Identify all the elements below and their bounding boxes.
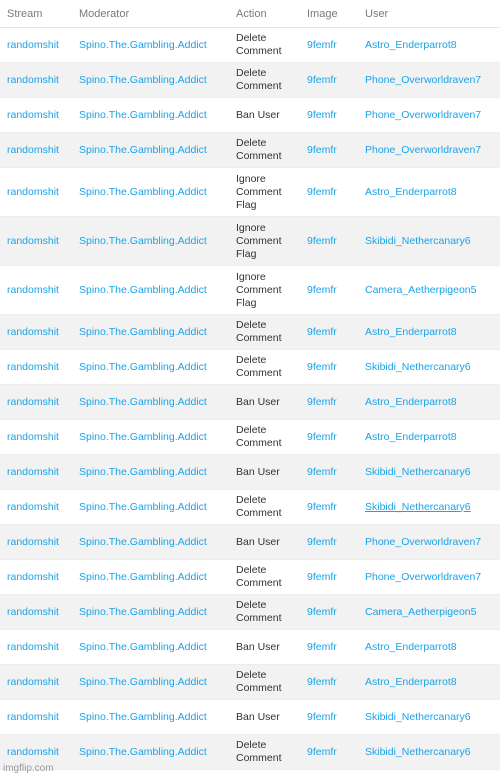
cell-stream — [0, 133, 72, 168]
cell-action — [229, 595, 300, 630]
user-link[interactable]: Astro_Enderparrot8 — [365, 325, 457, 338]
user-link[interactable]: Astro_Enderparrot8 — [365, 185, 457, 198]
cell-stream — [0, 385, 72, 420]
user-link[interactable]: Skibidi_Nethercanary6 — [365, 465, 471, 478]
image-link[interactable]: 9femfr — [307, 570, 337, 583]
action-text: Delete Comment — [236, 424, 282, 449]
cell-user — [358, 490, 500, 525]
cell-moderator — [72, 490, 229, 525]
cell-image — [300, 700, 358, 735]
moderator-link[interactable]: Spino.The.Gambling.Addict — [79, 710, 207, 723]
cell-user — [358, 28, 500, 63]
stream-link[interactable]: randomshit — [7, 570, 59, 583]
table-row — [0, 700, 500, 735]
table-row — [0, 525, 500, 560]
column-header-image: Image — [300, 0, 358, 28]
cell-image — [300, 560, 358, 595]
image-link[interactable]: 9femfr — [307, 360, 337, 373]
cell-image — [300, 217, 358, 266]
moderator-link[interactable]: Spino.The.Gambling.Addict — [79, 605, 207, 618]
action-text: Delete Comment — [236, 739, 282, 764]
cell-moderator — [72, 595, 229, 630]
column-header-user: User — [358, 0, 500, 28]
cell-action — [229, 420, 300, 455]
user-link[interactable]: Skibidi_Nethercanary6 — [365, 500, 471, 513]
cell-image — [300, 630, 358, 665]
cell-user — [358, 700, 500, 735]
moderator-link[interactable]: Spino.The.Gambling.Addict — [79, 234, 207, 247]
image-link[interactable]: 9femfr — [307, 465, 337, 478]
user-link[interactable]: Phone_Overworldraven7 — [365, 73, 482, 86]
moderator-link[interactable]: Spino.The.Gambling.Addict — [79, 360, 207, 373]
action-text: Delete Comment — [236, 67, 282, 92]
table-row — [0, 420, 500, 455]
cell-stream — [0, 595, 72, 630]
action-text: Ignore Comment Flag — [236, 172, 282, 211]
action-text: Ban User — [236, 465, 280, 478]
column-header-stream: Stream — [0, 0, 72, 28]
cell-action — [229, 665, 300, 700]
stream-link[interactable]: randomshit — [7, 234, 59, 247]
table-row — [0, 98, 500, 133]
table-row — [0, 665, 500, 700]
image-link[interactable]: 9femfr — [307, 38, 337, 51]
table-row — [0, 217, 500, 266]
image-link[interactable]: 9femfr — [307, 605, 337, 618]
cell-user — [358, 420, 500, 455]
stream-link[interactable]: randomshit — [7, 108, 59, 121]
moderator-link[interactable]: Spino.The.Gambling.Addict — [79, 325, 207, 338]
cell-stream — [0, 490, 72, 525]
cell-user — [358, 98, 500, 133]
user-link[interactable]: Camera_Aetherpigeon5 — [365, 605, 477, 618]
cell-stream — [0, 98, 72, 133]
cell-stream — [0, 630, 72, 665]
cell-image — [300, 98, 358, 133]
user-link[interactable]: Camera_Aetherpigeon5 — [365, 283, 477, 296]
table-row — [0, 630, 500, 665]
image-link[interactable]: 9femfr — [307, 500, 337, 513]
moderator-link[interactable]: Spino.The.Gambling.Addict — [79, 745, 207, 758]
user-link[interactable]: Phone_Overworldraven7 — [365, 535, 482, 548]
table-row — [0, 735, 500, 770]
cell-user — [358, 560, 500, 595]
table-row — [0, 455, 500, 490]
cell-action — [229, 525, 300, 560]
user-link[interactable]: Phone_Overworldraven7 — [365, 108, 482, 121]
cell-stream — [0, 63, 72, 98]
user-link[interactable]: Skibidi_Nethercanary6 — [365, 745, 471, 758]
moderator-link[interactable]: Spino.The.Gambling.Addict — [79, 143, 207, 156]
image-link[interactable]: 9femfr — [307, 325, 337, 338]
cell-image — [300, 385, 358, 420]
cell-image — [300, 490, 358, 525]
action-text: Ignore Comment Flag — [236, 270, 282, 309]
cell-action — [229, 168, 300, 217]
cell-stream — [0, 28, 72, 63]
cell-user — [358, 525, 500, 560]
cell-action — [229, 63, 300, 98]
cell-user — [358, 63, 500, 98]
cell-image — [300, 168, 358, 217]
image-link[interactable]: 9femfr — [307, 430, 337, 443]
moderator-link[interactable]: Spino.The.Gambling.Addict — [79, 38, 207, 51]
column-header-action: Action — [229, 0, 300, 28]
image-link[interactable]: 9femfr — [307, 675, 337, 688]
stream-link[interactable]: randomshit — [7, 535, 59, 548]
image-link[interactable]: 9femfr — [307, 640, 337, 653]
user-link[interactable]: Astro_Enderparrot8 — [365, 675, 457, 688]
cell-moderator — [72, 63, 229, 98]
user-link[interactable]: Phone_Overworldraven7 — [365, 143, 482, 156]
image-link[interactable]: 9femfr — [307, 395, 337, 408]
cell-user — [358, 385, 500, 420]
stream-link[interactable]: randomshit — [7, 710, 59, 723]
cell-moderator — [72, 665, 229, 700]
user-link[interactable]: Astro_Enderparrot8 — [365, 640, 457, 653]
cell-action — [229, 490, 300, 525]
cell-action — [229, 315, 300, 350]
moderator-link[interactable]: Spino.The.Gambling.Addict — [79, 640, 207, 653]
stream-link[interactable]: randomshit — [7, 73, 59, 86]
cell-stream — [0, 350, 72, 385]
cell-action — [229, 217, 300, 266]
image-link[interactable]: 9femfr — [307, 283, 337, 296]
stream-link[interactable]: randomshit — [7, 395, 59, 408]
table-row — [0, 266, 500, 315]
user-link[interactable]: Astro_Enderparrot8 — [365, 395, 457, 408]
cell-user — [358, 455, 500, 490]
stream-link[interactable]: randomshit — [7, 640, 59, 653]
user-link[interactable]: Astro_Enderparrot8 — [365, 430, 457, 443]
cell-moderator — [72, 98, 229, 133]
table-header — [0, 0, 500, 28]
cell-action — [229, 630, 300, 665]
table-row — [0, 560, 500, 595]
moderator-link[interactable]: Spino.The.Gambling.Addict — [79, 535, 207, 548]
cell-user — [358, 133, 500, 168]
cell-user — [358, 350, 500, 385]
cell-action — [229, 98, 300, 133]
cell-image — [300, 350, 358, 385]
cell-action — [229, 385, 300, 420]
moderator-link[interactable]: Spino.The.Gambling.Addict — [79, 465, 207, 478]
cell-stream — [0, 700, 72, 735]
cell-user — [358, 315, 500, 350]
cell-user — [358, 735, 500, 770]
stream-link[interactable]: randomshit — [7, 745, 59, 758]
table-row — [0, 168, 500, 217]
moderator-link[interactable]: Spino.The.Gambling.Addict — [79, 283, 207, 296]
action-text: Delete Comment — [236, 564, 282, 589]
table-body — [0, 28, 500, 770]
cell-moderator — [72, 168, 229, 217]
action-text: Ignore Comment Flag — [236, 221, 282, 260]
cell-image — [300, 525, 358, 560]
table-row — [0, 385, 500, 420]
cell-moderator — [72, 350, 229, 385]
moderator-link[interactable]: Spino.The.Gambling.Addict — [79, 108, 207, 121]
cell-stream — [0, 168, 72, 217]
user-link[interactable]: Astro_Enderparrot8 — [365, 38, 457, 51]
cell-image — [300, 63, 358, 98]
cell-action — [229, 560, 300, 595]
moderator-link[interactable]: Spino.The.Gambling.Addict — [79, 570, 207, 583]
cell-action — [229, 700, 300, 735]
cell-stream — [0, 266, 72, 315]
cell-image — [300, 455, 358, 490]
cell-image — [300, 315, 358, 350]
image-link[interactable]: 9femfr — [307, 73, 337, 86]
cell-moderator — [72, 315, 229, 350]
stream-link[interactable]: randomshit — [7, 143, 59, 156]
cell-image — [300, 420, 358, 455]
action-text: Ban User — [236, 535, 280, 548]
moderator-link[interactable]: Spino.The.Gambling.Addict — [79, 500, 207, 513]
cell-user — [358, 630, 500, 665]
action-text: Delete Comment — [236, 137, 282, 162]
stream-link[interactable]: randomshit — [7, 465, 59, 478]
moderator-link[interactable]: Spino.The.Gambling.Addict — [79, 675, 207, 688]
cell-action — [229, 133, 300, 168]
stream-link[interactable]: randomshit — [7, 283, 59, 296]
cell-stream — [0, 525, 72, 560]
cell-user — [358, 168, 500, 217]
table-row — [0, 315, 500, 350]
moderator-link[interactable]: Spino.The.Gambling.Addict — [79, 395, 207, 408]
cell-action — [229, 455, 300, 490]
table-row — [0, 490, 500, 525]
cell-image — [300, 133, 358, 168]
stream-link[interactable]: randomshit — [7, 360, 59, 373]
stream-link[interactable]: randomshit — [7, 38, 59, 51]
cell-moderator — [72, 133, 229, 168]
cell-image — [300, 266, 358, 315]
image-link[interactable]: 9femfr — [307, 108, 337, 121]
cell-moderator — [72, 420, 229, 455]
image-link[interactable]: 9femfr — [307, 143, 337, 156]
cell-stream — [0, 420, 72, 455]
moderator-link[interactable]: Spino.The.Gambling.Addict — [79, 430, 207, 443]
cell-image — [300, 735, 358, 770]
cell-moderator — [72, 385, 229, 420]
cell-stream — [0, 217, 72, 266]
cell-user — [358, 217, 500, 266]
cell-moderator — [72, 266, 229, 315]
action-text: Delete Comment — [236, 494, 282, 519]
image-link[interactable]: 9femfr — [307, 185, 337, 198]
cell-stream — [0, 315, 72, 350]
table-row — [0, 350, 500, 385]
table-row — [0, 595, 500, 630]
stream-link[interactable]: randomshit — [7, 430, 59, 443]
cell-action — [229, 266, 300, 315]
cell-action — [229, 350, 300, 385]
user-link[interactable]: Skibidi_Nethercanary6 — [365, 234, 471, 247]
cell-image — [300, 665, 358, 700]
cell-stream — [0, 560, 72, 595]
image-link[interactable]: 9femfr — [307, 234, 337, 247]
cell-moderator — [72, 630, 229, 665]
action-text: Ban User — [236, 710, 280, 723]
cell-moderator — [72, 560, 229, 595]
action-text: Ban User — [236, 640, 280, 653]
cell-stream — [0, 455, 72, 490]
table-row — [0, 133, 500, 168]
user-link[interactable]: Skibidi_Nethercanary6 — [365, 710, 471, 723]
action-text: Delete Comment — [236, 669, 282, 694]
cell-stream — [0, 665, 72, 700]
stream-link[interactable]: randomshit — [7, 675, 59, 688]
action-text: Delete Comment — [236, 599, 282, 624]
cell-action — [229, 735, 300, 770]
cell-moderator — [72, 455, 229, 490]
watermark: imgflip.com — [3, 763, 54, 774]
cell-user — [358, 595, 500, 630]
image-link[interactable]: 9femfr — [307, 745, 337, 758]
stream-link[interactable]: randomshit — [7, 185, 59, 198]
cell-user — [358, 266, 500, 315]
cell-image — [300, 595, 358, 630]
cell-moderator — [72, 28, 229, 63]
cell-moderator — [72, 525, 229, 560]
moderator-link[interactable]: Spino.The.Gambling.Addict — [79, 73, 207, 86]
action-text: Delete Comment — [236, 32, 282, 57]
table-row — [0, 63, 500, 98]
cell-image — [300, 28, 358, 63]
cell-user — [358, 665, 500, 700]
image-link[interactable]: 9femfr — [307, 535, 337, 548]
action-text: Ban User — [236, 395, 280, 408]
image-link[interactable]: 9femfr — [307, 710, 337, 723]
action-text: Delete Comment — [236, 354, 282, 379]
stream-link[interactable]: randomshit — [7, 605, 59, 618]
moderator-link[interactable]: Spino.The.Gambling.Addict — [79, 185, 207, 198]
stream-link[interactable]: randomshit — [7, 325, 59, 338]
action-text: Ban User — [236, 108, 280, 121]
cell-moderator — [72, 217, 229, 266]
cell-moderator — [72, 700, 229, 735]
table-row — [0, 28, 500, 63]
column-header-moderator: Moderator — [72, 0, 229, 28]
user-link[interactable]: Skibidi_Nethercanary6 — [365, 360, 471, 373]
stream-link[interactable]: randomshit — [7, 500, 59, 513]
action-text: Delete Comment — [236, 319, 282, 344]
cell-action — [229, 28, 300, 63]
user-link[interactable]: Phone_Overworldraven7 — [365, 570, 482, 583]
cell-moderator — [72, 735, 229, 770]
header-row — [0, 0, 500, 28]
